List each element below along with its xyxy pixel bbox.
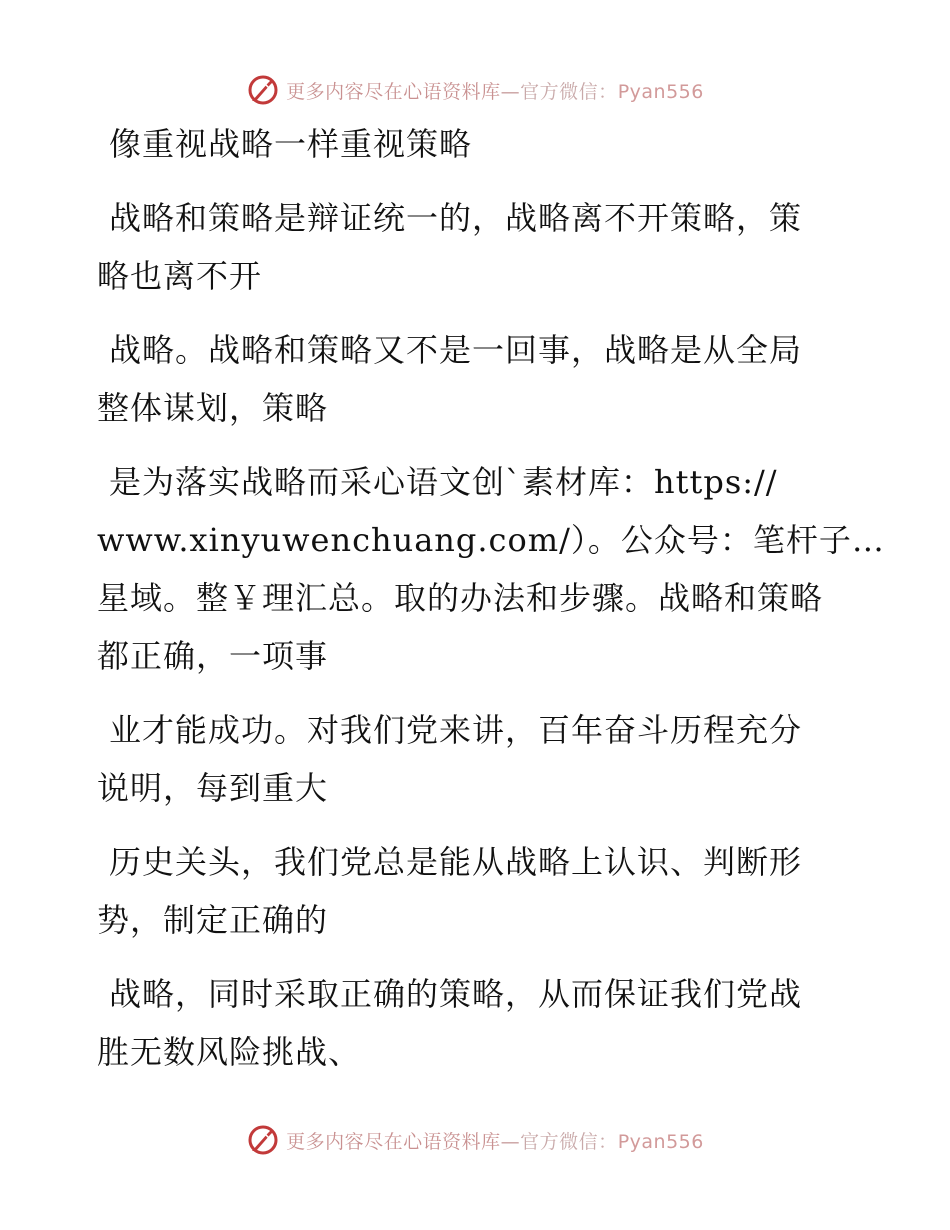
paragraph-line: 说明，每到重大 [97, 769, 329, 807]
footer-banner-text [286, 1127, 704, 1154]
footer-brand-text: 更多内容尽在心语资料库 [286, 1130, 501, 1153]
footer-watermark-banner [0, 1120, 950, 1160]
footer-wechat-label: 官方微信： [520, 1130, 618, 1153]
paragraph-6 [97, 965, 877, 1081]
paragraph-line: 历史关头，我们党总是能从战略上认识、判断形 [109, 843, 803, 881]
header-dash: — [500, 80, 521, 103]
paragraph-line: 略也离不开 [97, 257, 263, 295]
paragraph-line: 战略和策略是辩证统一的，战略离不开策略，策 [109, 199, 803, 237]
paragraph-line: 战略，同时采取正确的策略，从而保证我们党战 [109, 975, 803, 1013]
header-brand-text: 更多内容尽在心语资料库 [286, 80, 501, 103]
header-watermark-banner [0, 70, 950, 110]
document-body [97, 115, 885, 1081]
paragraph-line: 整体谋划，策略 [97, 389, 329, 427]
paragraph-line: 势，制定正确的 [97, 901, 329, 939]
quill-logo-icon [246, 1123, 280, 1157]
footer-account: Pyan556 [617, 1130, 704, 1153]
paragraph-line: 星域。整￥理汇总。取的办法和步骤。战略和策略 [97, 579, 824, 617]
paragraph-4 [97, 701, 877, 817]
paragraph-1 [97, 189, 877, 305]
paragraph-line: 业才能成功。对我们党来讲，百年奋斗历程充分 [109, 711, 803, 749]
paragraph-2 [97, 321, 877, 437]
paragraph-3 [97, 453, 885, 685]
paragraph-line: 是为落实战略而采心语文创`素材库：https:// [109, 463, 778, 501]
paragraph-line: www.xinyuwenchuang.com/）。公众号：笔杆子… [97, 521, 885, 559]
paragraph-line: 战略。战略和策略又不是一回事，战略是从全局 [109, 331, 803, 369]
footer-dash: — [500, 1130, 521, 1153]
header-banner-text [286, 77, 704, 104]
paragraph-5 [97, 833, 877, 949]
paragraph-line: 都正确，一项事 [97, 637, 329, 675]
paragraph-line: 胜无数风险挑战、 [97, 1033, 362, 1071]
header-wechat-label: 官方微信： [520, 80, 618, 103]
document-title: 像重视战略一样重视策略 [109, 125, 473, 163]
header-account: Pyan556 [617, 80, 704, 103]
quill-logo-icon [246, 73, 280, 107]
